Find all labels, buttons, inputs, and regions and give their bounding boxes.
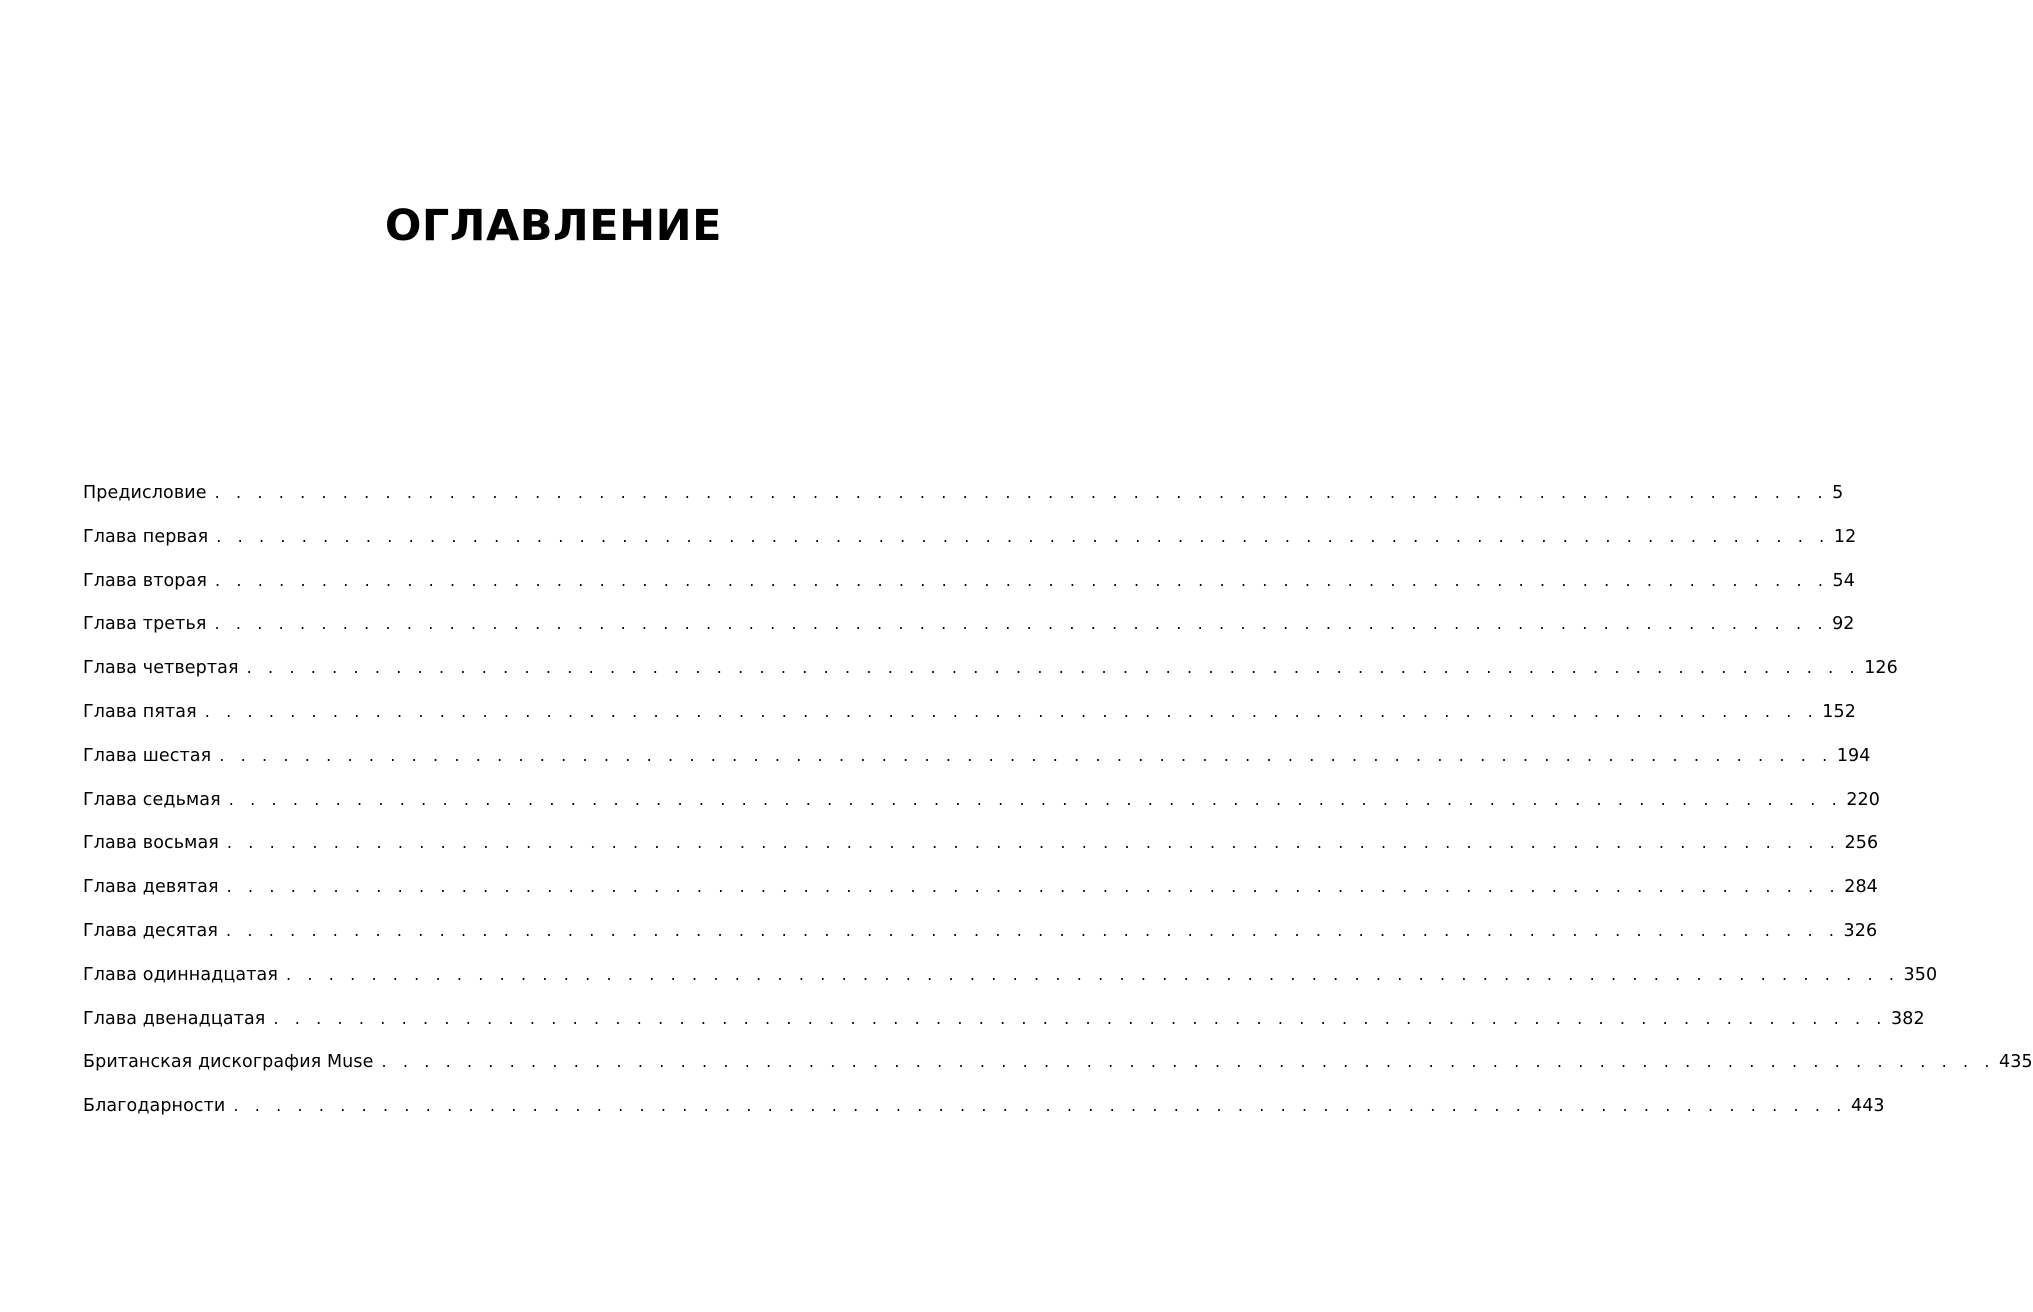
toc-entry-chapter-7[interactable] xyxy=(83,785,1881,829)
toc-entry-discography[interactable] xyxy=(83,1047,2033,1091)
toc-entry-page: 194 xyxy=(1836,745,1871,766)
dot-leader: . . . . . . . . . . . . . . . . . . . . . . . . . . . . . . . . . . . . . . . . . . . . . . . . . . . . . . . . . . . . . . . . . . . . . . . . . . . . xyxy=(246,658,1861,678)
toc-entry-acknowledgements[interactable] xyxy=(83,1091,1885,1135)
dot-leader: . . . . . . . . . . . . . . . . . . . . . . . . . . . . . . . . . . . . . . . . . . . . . . . . . . . . . . . . . . . . . . . . . . . . . . . . . . . . xyxy=(219,745,1833,765)
toc-entry-page: 92 xyxy=(1832,614,1855,635)
toc-entry-chapter-8[interactable] xyxy=(83,828,1879,872)
toc-entry-chapter-9[interactable] xyxy=(83,872,1878,916)
toc-entry-title: Глава четвертая xyxy=(83,658,239,679)
toc-entry-page: 152 xyxy=(1822,701,1856,722)
dot-leader: . . . . . . . . . . . . . . . . . . . . . . . . . . . . . . . . . . . . . . . . . . . . . . . . . . . . . . . . . . . . . . . . . . . . . . . . . . . . xyxy=(214,614,1829,634)
toc-entry-title: Глава двенадцатая xyxy=(83,1008,266,1029)
toc-entry-page: 54 xyxy=(1832,570,1856,591)
toc-entry-page: 5 xyxy=(1832,483,1844,503)
toc-entry-page: 435 xyxy=(1999,1052,2033,1073)
toc-entry-title: Глава третья xyxy=(83,614,207,635)
toc-entry-chapter-11[interactable] xyxy=(83,960,1938,1004)
toc-entry-chapter-1[interactable] xyxy=(83,522,1857,566)
dot-leader: . . . . . . . . . . . . . . . . . . . . . . . . . . . . . . . . . . . . . . . . . . . . . . . . . . . . . . . . . . . . . . . . . . . . . . . . . . . . xyxy=(214,570,1829,590)
toc-entry-title: Глава вторая xyxy=(83,570,207,591)
dot-leader: . . . . . . . . . . . . . . . . . . . . . . . . . . . . . . . . . . . . . . . . . . . . . . . . . . . . . . . . . . . . . . . . . . . . . . . . . . . . xyxy=(204,701,1819,721)
toc-entry-title: Глава одиннадцатая xyxy=(83,964,278,985)
dot-leader: . . . . . . . . . . . . . . . . . . . . . . . . . . . . . . . . . . . . . . . . . . . . . . . . . . . . . . . . . . . . . . . . . . . . . . . . . . . . xyxy=(381,1052,1996,1072)
dot-leader: . . . . . . . . . . . . . . . . . . . . . . . . . . . . . . . . . . . . . . . . . . . . . . . . . . . . . . . . . . . . . . . . . . . . . . . . . . . . xyxy=(285,964,1900,984)
toc-entry-page: 126 xyxy=(1864,658,1898,679)
toc-entry-chapter-5[interactable] xyxy=(83,697,1856,741)
toc-entry-title: Предисловие xyxy=(83,483,207,503)
dot-leader: . . . . . . . . . . . . . . . . . . . . . . . . . . . . . . . . . . . . . . . . . . . . . . . . . . . . . . . . . . . . . . . . . . . . . . . . . . . . xyxy=(273,1008,1887,1028)
toc-entry-page: 326 xyxy=(1843,920,1878,941)
toc-entry-chapter-3[interactable] xyxy=(83,609,1855,653)
toc-entry-title: Глава десятая xyxy=(83,920,218,941)
page-title: ОГЛАВЛЕНИЕ xyxy=(384,201,722,251)
toc-entry-title: Глава восьмая xyxy=(83,833,219,854)
table-of-contents xyxy=(83,478,2033,1135)
toc-entry-page: 382 xyxy=(1891,1008,1925,1029)
toc-entry-title: Глава седьмая xyxy=(83,789,221,810)
toc-entry-chapter-10[interactable] xyxy=(83,916,1878,960)
dot-leader: . . . . . . . . . . . . . . . . . . . . . . . . . . . . . . . . . . . . . . . . . . . . . . . . . . . . . . . . . . . . . . . . . . . . . . . . . . . . xyxy=(214,483,1829,502)
dot-leader: . . . . . . . . . . . . . . . . . . . . . . . . . . . . . . . . . . . . . . . . . . . . . . . . . . . . . . . . . . . . . . . . . . . . . . . . . . . . xyxy=(228,789,1843,809)
toc-entry-chapter-2[interactable] xyxy=(83,566,1856,610)
dot-leader: . . . . . . . . . . . . . . . . . . . . . . . . . . . . . . . . . . . . . . . . . . . . . . . . . . . . . . . . . . . . . . . . . . . . . . . . . . . . xyxy=(216,526,1830,546)
toc-entry-page: 350 xyxy=(1903,964,1938,985)
toc-entry-title: Глава шестая xyxy=(83,745,212,766)
toc-entry-preface[interactable] xyxy=(83,478,1844,522)
dot-leader: . . . . . . . . . . . . . . . . . . . . . . . . . . . . . . . . . . . . . . . . . . . . . . . . . . . . . . . . . . . . . . . . . . . . . . . . . . . . xyxy=(226,877,1841,897)
dot-leader: . . . . . . . . . . . . . . . . . . . . . . . . . . . . . . . . . . . . . . . . . . . . . . . . . . . . . . . . . . . . . . . . . . . . . . . . . . . . xyxy=(225,920,1840,940)
toc-entry-page: 220 xyxy=(1846,789,1881,810)
toc-entry-chapter-12[interactable] xyxy=(83,1004,1925,1048)
dot-leader: . . . . . . . . . . . . . . . . . . . . . . . . . . . . . . . . . . . . . . . . . . . . . . . . . . . . . . . . . . . . . . . . . . . . . . . . . . . . xyxy=(226,833,1841,853)
toc-entry-chapter-4[interactable] xyxy=(83,653,1898,697)
toc-entry-page: 284 xyxy=(1844,877,1878,898)
toc-entry-title: Благодарности xyxy=(83,1096,226,1117)
toc-entry-chapter-6[interactable] xyxy=(83,741,1871,785)
dot-leader: . . . . . . . . . . . . . . . . . . . . . . . . . . . . . . . . . . . . . . . . . . . . . . . . . . . . . . . . . . . . . . . . . . . . . . . . . . . . xyxy=(233,1096,1847,1116)
toc-entry-title: Глава девятая xyxy=(83,877,219,898)
toc-entry-title: Британская дискография Muse xyxy=(83,1052,374,1073)
toc-entry-title: Глава первая xyxy=(83,526,209,547)
toc-entry-title: Глава пятая xyxy=(83,701,197,722)
toc-entry-page: 443 xyxy=(1850,1096,1885,1117)
toc-entry-page: 12 xyxy=(1833,526,1857,547)
toc-entry-page: 256 xyxy=(1844,833,1879,854)
